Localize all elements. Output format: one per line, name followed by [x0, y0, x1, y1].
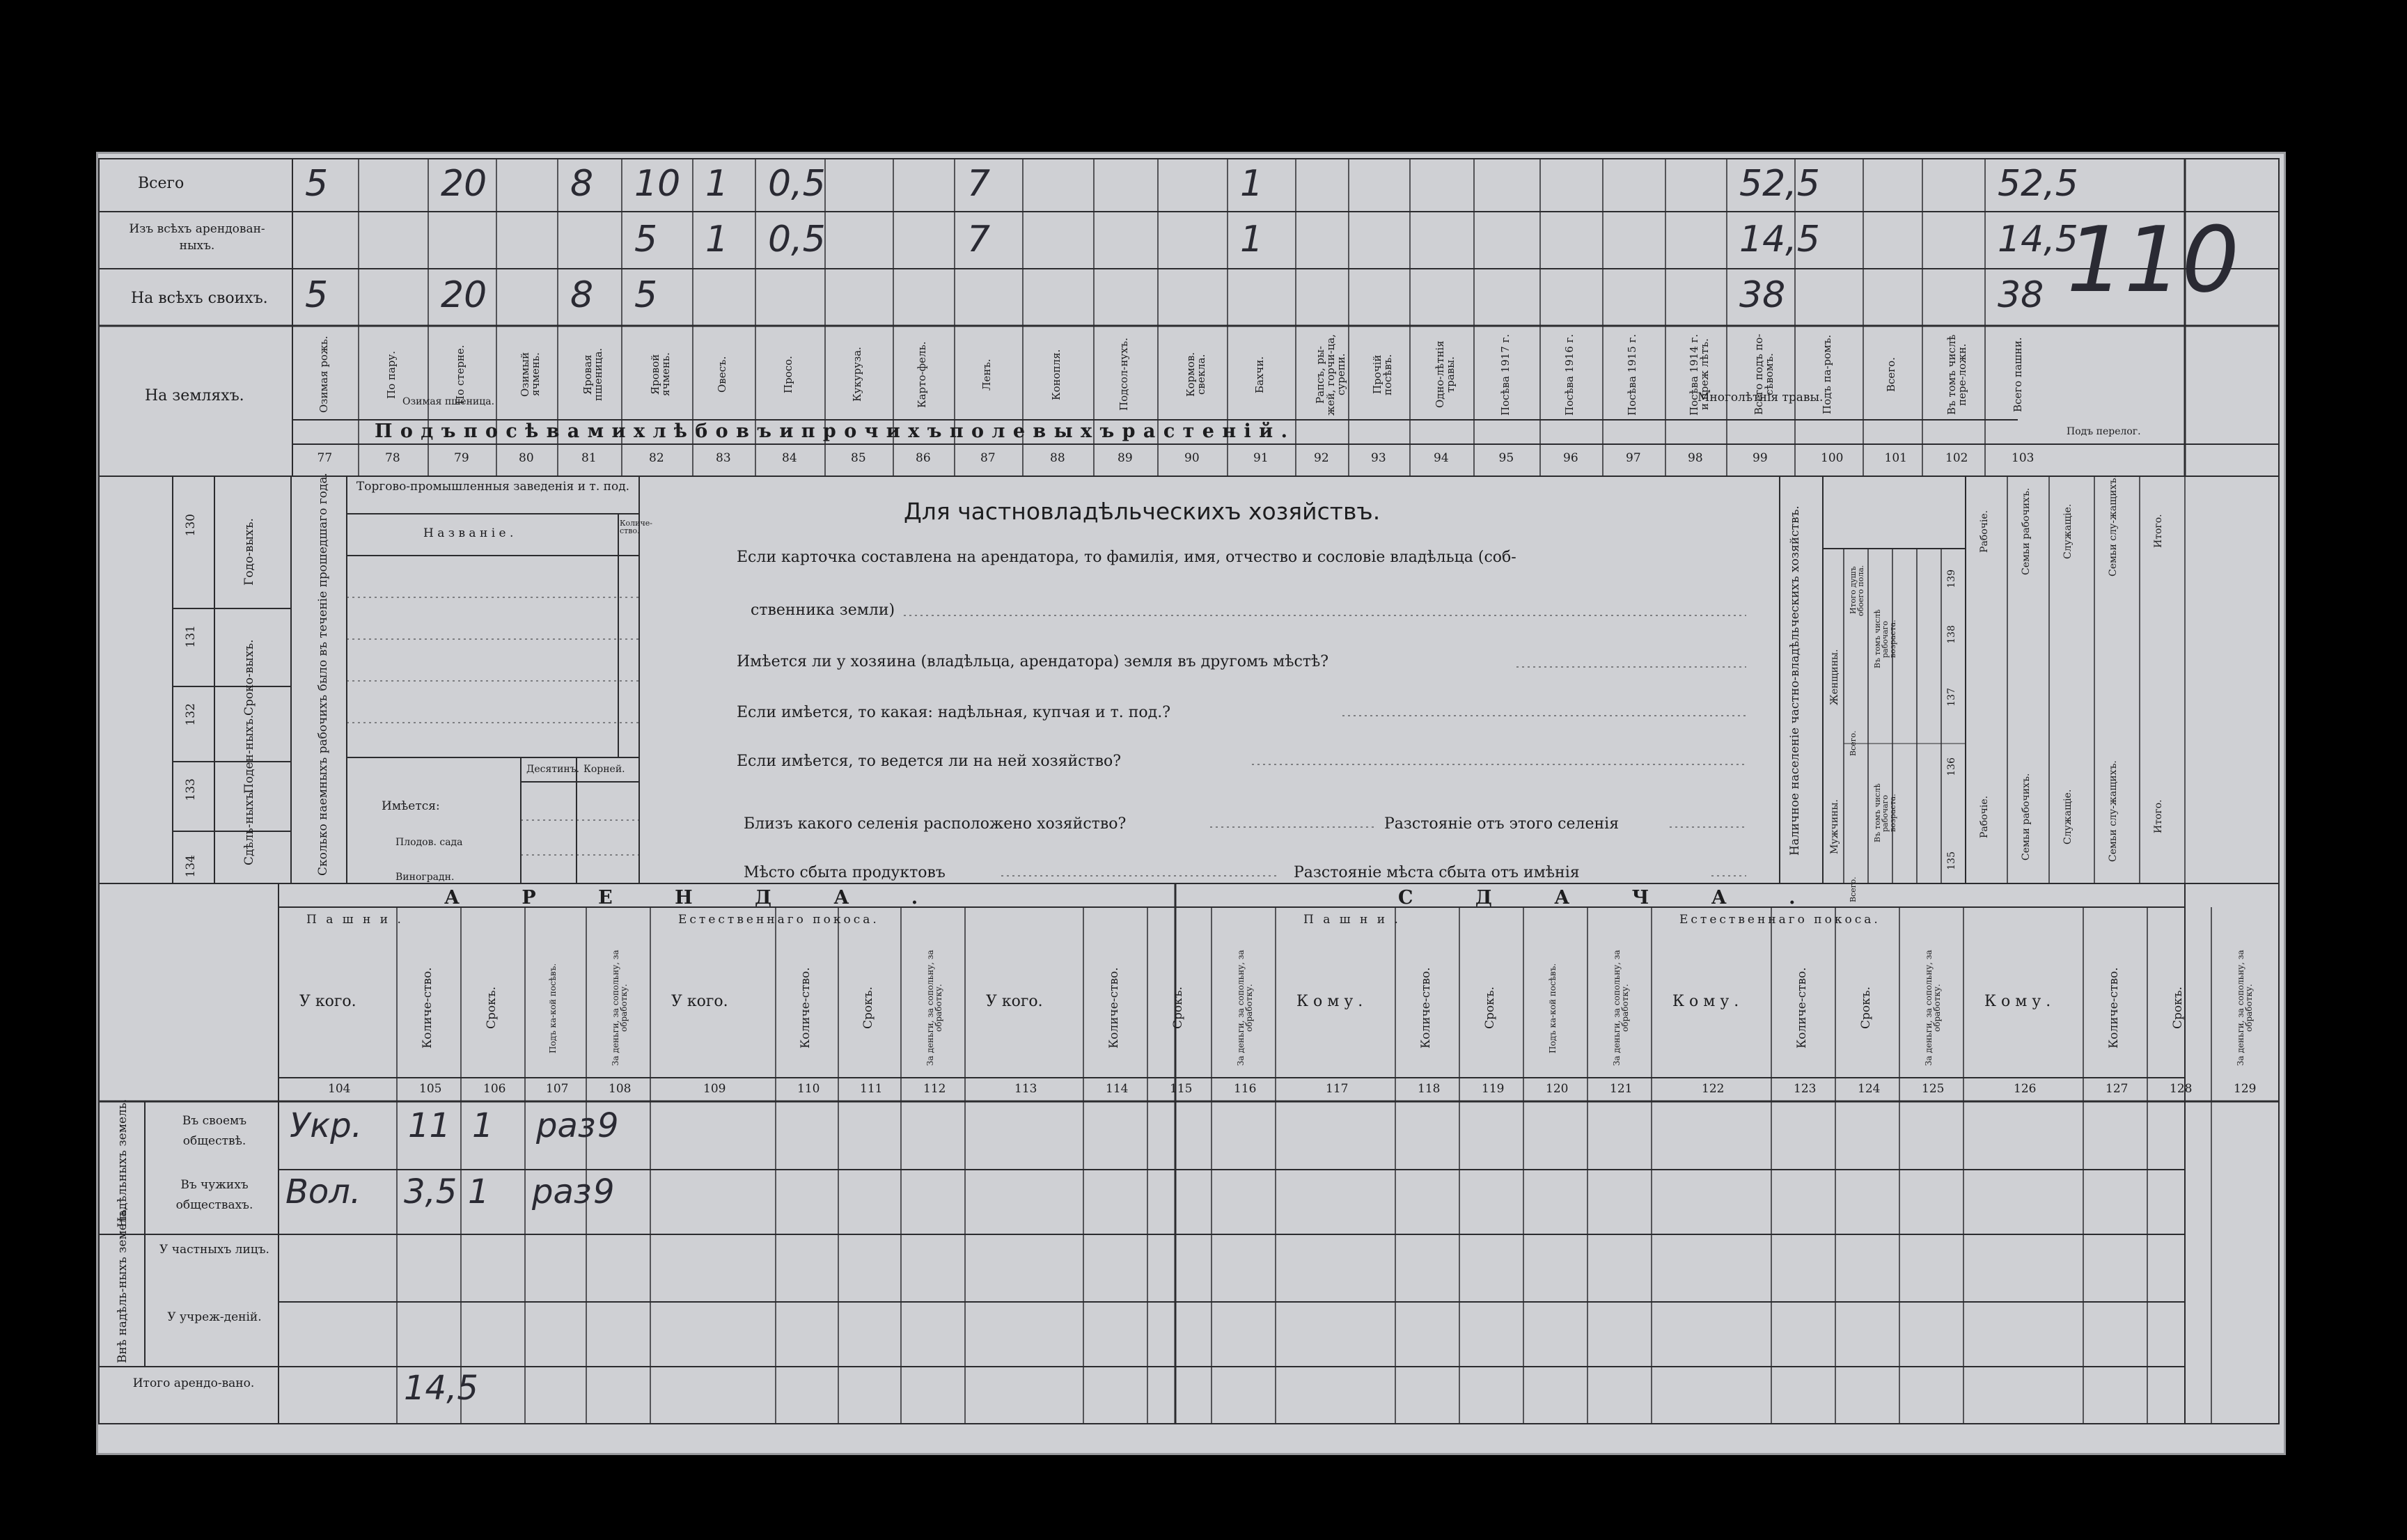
hw-arend-value: 1	[705, 219, 729, 260]
pop-vsego-men: Всего.	[1849, 877, 1858, 903]
pop-right-col-bottom: Семьи рабочихъ.	[2021, 773, 2032, 861]
top-col-number: 82	[649, 451, 664, 465]
top-col-number: 97	[1626, 451, 1641, 465]
top-header: Кормов. свекла.	[1184, 352, 1207, 398]
hw-row1-value: Укр.	[290, 1106, 362, 1145]
q6: Мѣсто сбыта продуктовъ	[744, 864, 946, 881]
top-header: Озимая рожь.	[317, 336, 330, 414]
bottom-header-za: За деньги, за сопольну, за обработку.	[2236, 950, 2254, 1067]
hw-row2-value: Вол.	[285, 1172, 361, 1211]
trade-title: Торгово-промышленныя заведенія и т. под.	[356, 480, 630, 494]
hw-arend-value: 1	[1240, 219, 1264, 260]
bottom-header-who: У кого.	[299, 993, 356, 1010]
top-col-number: 103	[2012, 451, 2034, 465]
hw-row1-value: 1	[472, 1106, 494, 1145]
top-col-number: 92	[1314, 451, 1329, 465]
top-col-number: 87	[980, 451, 996, 465]
pop-women: Женщины.	[1829, 649, 1840, 706]
census-card	[96, 152, 2286, 1455]
bottom-col-number: 122	[1702, 1082, 1725, 1096]
bottom-header-qty: Количе-ство.	[1795, 967, 1809, 1049]
has-row-vinograd: Виноградн.	[395, 872, 455, 883]
top-col-number: 89	[1118, 451, 1133, 465]
bottom-col-number: 117	[1326, 1082, 1349, 1096]
bottom-header-srok: Срокъ.	[1483, 987, 1497, 1030]
workers-col-number: 134	[184, 855, 198, 878]
pop-vtom-women: Въ томъ числѣ рабочаго возраста.	[1873, 609, 1897, 669]
bottom-col-number: 121	[1610, 1082, 1633, 1096]
hw-vsego-value: 52,5	[1739, 163, 1820, 205]
workers-col-number: 132	[184, 703, 198, 726]
bottom-header-qty: Количе-ство.	[1107, 967, 1121, 1049]
top-col-number: 93	[1371, 451, 1386, 465]
group-vne: Внѣ надѣль-ныхъ земель.	[116, 1205, 130, 1363]
pop-right-col-bottom: Семьи слу-жащихъ.	[2108, 760, 2119, 862]
bottom-col-number: 115	[1170, 1082, 1193, 1096]
bottom-header-qty: Количе-ство.	[2107, 967, 2121, 1049]
hw-row1-value: 11	[408, 1106, 451, 1145]
trade-qty-header: Количе-ство.	[620, 519, 652, 535]
bottom-col-number: 105	[419, 1082, 442, 1096]
pop-col-number: 136	[1946, 757, 1957, 776]
top-header: Яровая пшеница.	[581, 347, 604, 402]
top-header: Всего пашни.	[2012, 337, 2024, 412]
population-title: Наличное населеніе частно-владѣльческихъ хозяйствъ.	[1788, 505, 1802, 856]
has-korn: Корней.	[583, 764, 625, 775]
top-col-number: 100	[1821, 451, 1844, 465]
pop-col-number: 138	[1946, 625, 1957, 644]
top-col-number: 80	[519, 451, 534, 465]
hw-vsego-value: 52,5	[1998, 163, 2078, 205]
hw-vsego-value: 7	[967, 163, 991, 205]
arenda-title: А Р Е Н Д А .	[444, 887, 946, 909]
bottom-col-number: 114	[1106, 1082, 1129, 1096]
pop-right-col-top: Семьи рабочихъ.	[2021, 487, 2032, 575]
hw-svoi-value: 38	[1998, 274, 2044, 316]
top-header: Конопля.	[1050, 349, 1063, 400]
top-header: Кукуруза.	[851, 347, 863, 402]
pop-col-number: 137	[1946, 688, 1957, 707]
group-nadel: Надѣльныхъ земель.	[116, 1099, 130, 1227]
workers-col-label: Сроко-выхъ.	[242, 639, 256, 716]
pop-vsego-women: Всего.	[1849, 730, 1858, 757]
bottom-col-number: 124	[1858, 1082, 1881, 1096]
hw-arend-value: 14,5	[1998, 219, 2078, 260]
pop-right-col-bottom: Итого.	[2153, 799, 2164, 834]
subheader-perelog: Подъ перелог.	[2067, 426, 2141, 437]
bottom-header-srok: Срокъ.	[861, 987, 875, 1030]
has-title: Имѣется:	[382, 799, 440, 813]
bottom-header-za: За деньги, за сопольну, за обработку.	[1924, 950, 1942, 1067]
top-header: Рапсъ, ры-жей, горчи-ца, сурепи.	[1314, 333, 1347, 416]
bottom-header-srok: Срокъ.	[1171, 987, 1185, 1030]
trade-name-header: Н а з в а н і е .	[423, 526, 514, 540]
hw-vsego-value: 0,5	[768, 163, 826, 205]
top-header: Озимый ячмень.	[519, 352, 542, 398]
has-row-sad: Плодов. сада	[395, 837, 463, 848]
q2: Имѣется ли у хозяина (владѣльца, арендатора) земля въ другомъ мѣстѣ?	[737, 653, 1329, 670]
hw-itogo-value: 14,5	[404, 1369, 478, 1408]
top-col-number: 83	[716, 451, 731, 465]
q3: Если имѣется, то какая: надѣльная, купчая и т. под.?	[737, 704, 1170, 721]
bottom-col-number: 126	[2014, 1082, 2037, 1096]
top-header: Просо.	[782, 356, 794, 393]
bottom-header-za: За деньги, за сопольну, за обработку.	[1612, 950, 1630, 1067]
sdacha-pokos: Естественнаго покоса.	[1679, 913, 1881, 927]
bottom-col-number: 128	[2170, 1082, 2193, 1096]
top-col-number: 99	[1753, 451, 1768, 465]
q1a: Если карточка составлена на арендатора, то фамилія, имя, отчество и сословіе владѣльца (соб-	[737, 549, 1516, 566]
row-svoem: Въ своемъ обществѣ.	[182, 1114, 247, 1148]
hw-svoi-value: 20	[441, 274, 487, 316]
bottom-header-pod: Подъ ка-кой посѣвъ.	[548, 963, 558, 1053]
row-uchrezh: У учреж-деній.	[167, 1310, 262, 1324]
top-col-number: 96	[1563, 451, 1578, 465]
bottom-header-qty: Количе-ство.	[421, 967, 434, 1049]
bottom-col-number: 111	[860, 1082, 883, 1096]
hw-vsego-value: 8	[570, 163, 594, 205]
pop-vtom-men: Въ томъ числѣ рабочаго возраста.	[1873, 783, 1897, 843]
top-col-number: 79	[454, 451, 469, 465]
top-header: Бахчи.	[1253, 356, 1266, 393]
bottom-header-srok: Срокъ.	[1859, 987, 1873, 1030]
q6b: Разстояніе мѣста сбыта отъ имѣнія	[1294, 864, 1580, 881]
top-col-number: 77	[317, 451, 333, 465]
bottom-col-number: 109	[703, 1082, 726, 1096]
top-col-number: 95	[1498, 451, 1514, 465]
pop-right-col-bottom: Рабочіе.	[1979, 795, 1990, 838]
top-col-number: 101	[1884, 451, 1907, 465]
subheader-ozimaya: Озимая пшеница.	[402, 396, 495, 407]
bottom-col-number: 107	[546, 1082, 569, 1096]
workers-col-label: Годо-выхъ.	[242, 518, 256, 586]
sdacha-title: С Д А Ч А .	[1398, 887, 1824, 909]
bottom-header-srok: Срокъ.	[485, 987, 499, 1030]
bottom-col-number: 113	[1014, 1082, 1037, 1096]
top-col-number: 84	[782, 451, 797, 465]
hw-svoi-value: 38	[1739, 274, 1786, 316]
hw-svoi-value: 5	[634, 274, 658, 316]
hw-big-110: 110	[2067, 207, 2240, 313]
bottom-header-who: У кого.	[671, 993, 728, 1010]
top-col-number: 85	[851, 451, 866, 465]
q1b: ственника земли)	[751, 602, 895, 619]
arenda-pokos: Естественнаго покоса.	[678, 913, 879, 927]
hw-svoi-value: 5	[305, 274, 329, 316]
sdacha-pashni: П а ш н и .	[1303, 913, 1401, 927]
bottom-col-number: 125	[1922, 1082, 1945, 1096]
bottom-col-number: 127	[2106, 1082, 2128, 1096]
bottom-header-pod: Подъ ка-кой посѣвъ.	[1548, 963, 1558, 1053]
hw-arend-value: 7	[967, 219, 991, 260]
hw-vsego-value: 10	[634, 163, 681, 205]
pop-right-col-top: Семьи слу-жащихъ.	[2108, 475, 2119, 576]
top-header: Въ томъ числѣ пере-ложн.	[1945, 334, 1968, 415]
top-header: Всего.	[1884, 357, 1897, 392]
row-label-zemli: На земляхъ.	[145, 387, 244, 404]
hw-row2-value: 9	[593, 1172, 615, 1211]
hw-arend-value: 0,5	[768, 219, 826, 260]
bottom-header-who: У кого.	[986, 993, 1043, 1010]
bottom-col-number: 120	[1546, 1082, 1569, 1096]
top-header: По пару.	[385, 350, 398, 399]
row-itogo: Итого арендо-вано.	[132, 1376, 255, 1390]
workers-col-label: Сдѣль-ныхъ.	[242, 788, 256, 866]
hw-row1-value: раз	[536, 1106, 596, 1145]
row-label-svoi: На всѣхъ своихъ.	[131, 290, 268, 307]
hw-row2-value: 3,5	[404, 1172, 457, 1211]
bottom-col-number: 112	[923, 1082, 946, 1096]
bottom-header-komu: К о м у .	[1672, 993, 1739, 1010]
banner-posev: П о д ъ п о с ѣ в а м и х л ѣ б о в ъ и п р о ч и х ъ п о л е в ы х ъ р а с т е н і й .	[375, 421, 1289, 442]
top-col-number: 81	[581, 451, 597, 465]
bottom-header-qty: Количе-ство.	[799, 967, 813, 1049]
top-header: Карто-фель.	[916, 341, 928, 408]
hw-row2-value: раз	[532, 1172, 592, 1211]
subheader-mnogolet: Многолѣтнія травы.	[1698, 391, 1824, 404]
bottom-header-srok: Срокъ.	[2171, 987, 2185, 1030]
top-header: Посѣва 1916 г.	[1563, 333, 1576, 416]
top-header: Подъ па-ромъ.	[1821, 334, 1833, 415]
q4: Если имѣется, то ведется ли на ней хозяйство?	[737, 753, 1122, 770]
row-chastnyh: У частныхъ лицъ.	[159, 1243, 269, 1257]
workers-col-number: 133	[184, 778, 198, 801]
pop-men: Мужчины.	[1829, 799, 1840, 855]
bottom-col-number: 110	[797, 1082, 820, 1096]
top-col-number: 91	[1253, 451, 1269, 465]
top-header: По стерне.	[454, 345, 466, 404]
row-label-arend: Изъ всѣхъ арендован- ныхъ.	[129, 222, 265, 253]
bottom-header-za: За деньги, за сопольну, за обработку.	[611, 950, 629, 1067]
arenda-pashni: П а ш н и .	[306, 913, 404, 927]
row-chuzhih: Въ чужихъ обществахъ.	[175, 1178, 253, 1212]
bottom-col-number: 116	[1234, 1082, 1257, 1096]
top-col-number: 88	[1050, 451, 1065, 465]
bottom-col-number: 106	[483, 1082, 506, 1096]
top-col-number: 86	[916, 451, 931, 465]
bottom-header-komu: К о м у .	[1296, 993, 1363, 1010]
top-col-number: 98	[1688, 451, 1703, 465]
hw-row2-value: 1	[468, 1172, 489, 1211]
workers-col-number: 130	[184, 514, 198, 537]
bottom-header-za: За деньги, за сопольну, за обработку.	[925, 950, 943, 1067]
top-header: Посѣва 1917 г.	[1498, 333, 1512, 416]
top-header: Посѣва 1915 г.	[1626, 333, 1638, 416]
hw-arend-value: 5	[634, 219, 658, 260]
pop-right-col-top: Служащіе.	[2062, 503, 2073, 559]
q5b: Разстояніе отъ этого селенія	[1384, 815, 1620, 833]
top-col-number: 102	[1945, 451, 1968, 465]
row-label-vsego: Всего	[138, 175, 185, 192]
bottom-col-number: 104	[328, 1082, 351, 1096]
workers-col-number: 131	[184, 625, 198, 648]
hw-vsego-value: 1	[705, 163, 729, 205]
top-header: Овесъ.	[716, 356, 728, 393]
bottom-header-komu: К о м у .	[1984, 993, 2051, 1010]
top-header: Прочій посѣвъ.	[1371, 354, 1394, 395]
top-col-number: 78	[385, 451, 400, 465]
top-header: Подсол-нухъ.	[1118, 338, 1130, 411]
bottom-col-number: 123	[1794, 1082, 1817, 1096]
hw-arend-value: 14,5	[1739, 219, 1820, 260]
workers-title: Сколько наемныхъ рабочихъ было въ теченіе прошедшаго года.	[316, 473, 330, 876]
bottom-col-number: 129	[2234, 1082, 2257, 1096]
bottom-col-number: 118	[1418, 1082, 1441, 1096]
hw-vsego-value: 5	[305, 163, 329, 205]
hw-row1-value: 9	[597, 1106, 619, 1145]
hw-vsego-value: 20	[441, 163, 487, 205]
hw-svoi-value: 8	[570, 274, 594, 316]
pop-right-col-bottom: Служащіе.	[2062, 789, 2073, 844]
top-col-number: 90	[1184, 451, 1200, 465]
q5: Близъ какого селенія расположено хозяйство?	[744, 815, 1127, 833]
pop-right-col-top: Рабочіе.	[1979, 510, 1990, 553]
top-header: Одно-лѣтнія травы.	[1434, 340, 1457, 409]
pop-col-number: 135	[1946, 851, 1957, 870]
bottom-col-number: 108	[609, 1082, 632, 1096]
has-desyat: Десятинъ.	[526, 764, 580, 775]
bottom-col-number: 119	[1482, 1082, 1505, 1096]
top-header: Всего подъ по-сѣвомъ.	[1753, 333, 1775, 416]
private-title: Для частновладѣльческихъ хозяйствъ.	[904, 498, 1381, 525]
bottom-header-za: За деньги, за сопольну, за обработку.	[1236, 950, 1254, 1067]
workers-col-label: Поден-ныхъ.	[242, 714, 256, 794]
top-col-number: 94	[1434, 451, 1449, 465]
pop-col-number: 139	[1946, 569, 1957, 588]
top-header: Ленъ.	[980, 359, 993, 391]
bottom-header-qty: Количе-ство.	[1419, 967, 1433, 1049]
pop-right-col-top: Итого.	[2153, 514, 2164, 549]
hw-vsego-value: 1	[1240, 163, 1264, 205]
top-header: Яровой ячмень.	[649, 352, 672, 397]
pop-itogo: Итого душъ обоего пола.	[1849, 565, 1865, 616]
top-header: Посѣва 1914 г. и преж лѣтъ.	[1688, 333, 1711, 416]
